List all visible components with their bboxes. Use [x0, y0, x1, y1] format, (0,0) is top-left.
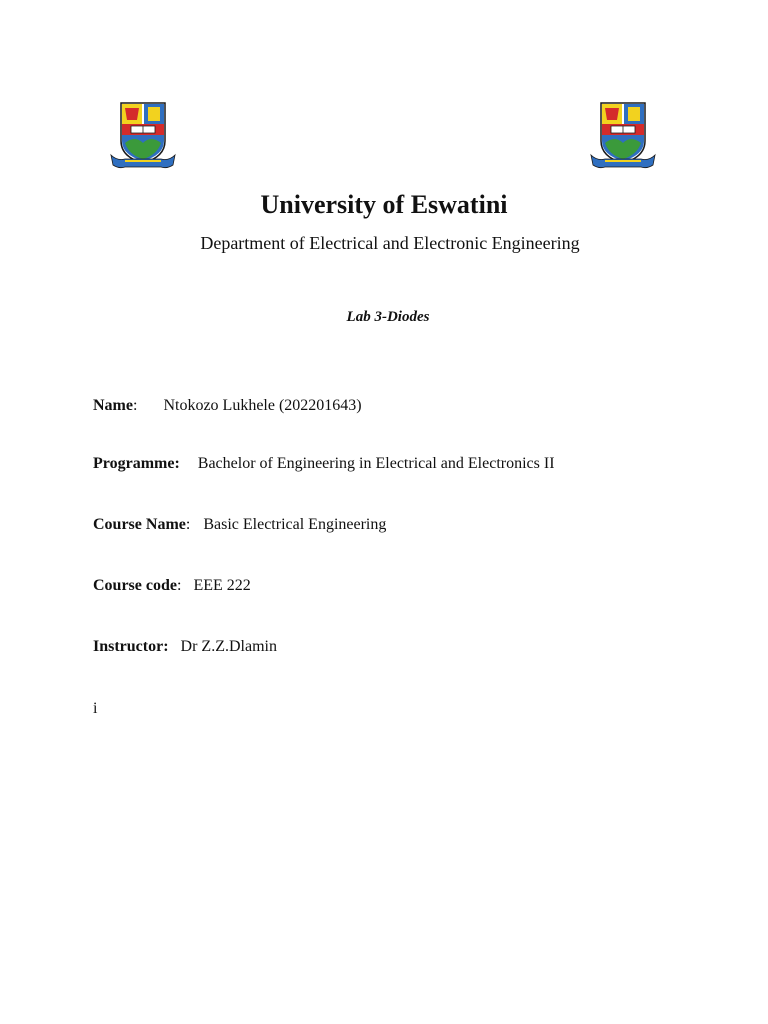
name-value: Ntokozo Lukhele (202201643) [163, 397, 362, 414]
course-name-colon: : [185, 516, 191, 533]
course-code-value: EEE 222 [193, 577, 251, 594]
name-row [93, 397, 362, 415]
name-label: Name [93, 397, 133, 414]
course-code-row [93, 577, 251, 595]
university-title: University of Eswatini [260, 190, 508, 219]
instructor-label: Instructor: [93, 638, 169, 655]
course-code-colon: : [176, 577, 182, 594]
lab-title: Lab 3-Diodes [346, 309, 430, 325]
instructor-row [93, 638, 277, 656]
course-name-row [93, 516, 386, 534]
page-number: i [93, 700, 98, 717]
programme-row [93, 455, 555, 473]
university-crest-right-icon [583, 97, 663, 177]
course-name-label: Course Name [93, 516, 186, 533]
department-subtitle: Department of Electrical and Electronic Engineering [200, 233, 580, 253]
programme-label: Programme: [93, 455, 180, 472]
university-crest-left-icon [103, 97, 183, 177]
course-code-label: Course code [93, 577, 177, 594]
programme-value: Bachelor of Engineering in Electrical and Electronics II [197, 455, 555, 472]
instructor-value: Dr Z.Z.Dlamin [180, 638, 277, 655]
course-name-value: Basic Electrical Engineering [203, 516, 387, 533]
name-colon: : [132, 397, 138, 414]
